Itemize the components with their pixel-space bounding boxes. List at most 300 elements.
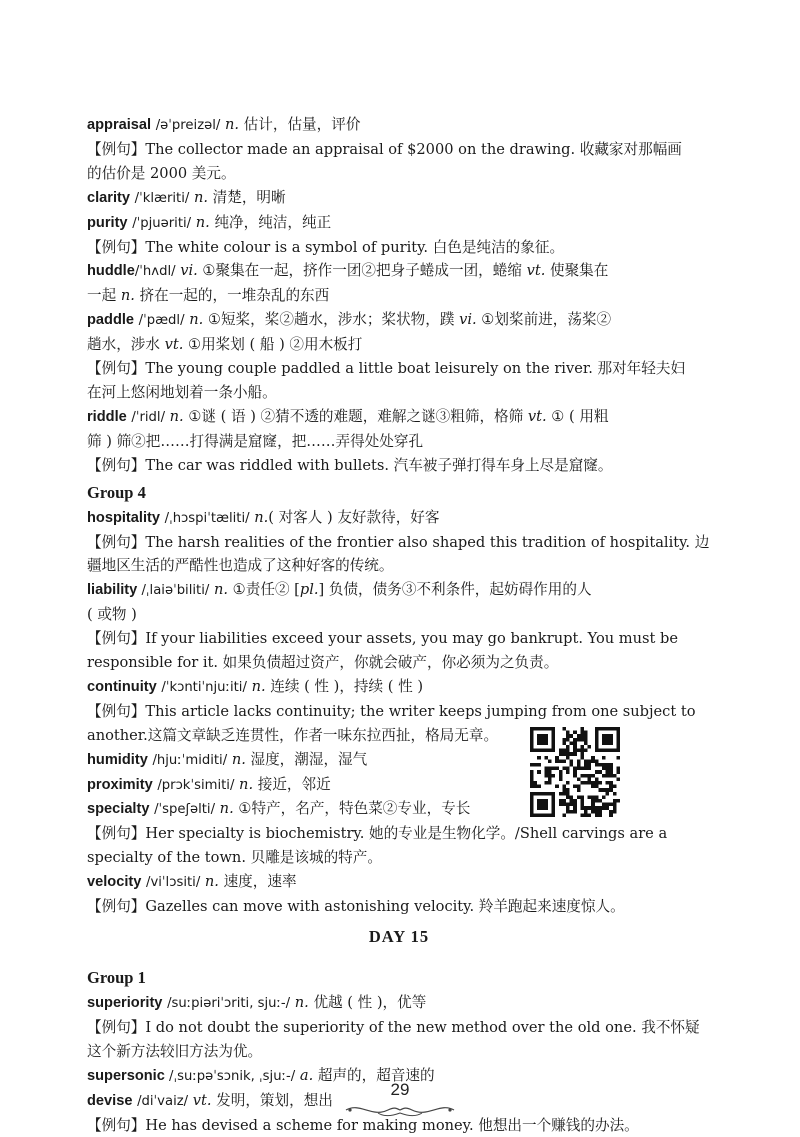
phonetic: /ˈridl/ [131,409,166,425]
qr-module [602,795,606,799]
qr-module [588,759,592,763]
definition: ①责任② [ [228,581,300,599]
qr-module [566,738,570,742]
example-line: 【例句】The white colour is a symbol of purity. 白色是纯洁的象征。 [87,238,565,256]
example-line: 【例句】The young couple paddled a little boat leisurely on the river. 那对年轻夫妇 [87,360,686,378]
qr-module [613,810,617,814]
qr-module [598,770,602,774]
qr-module [591,810,595,814]
headword: superiority [87,995,163,1011]
qr-module [584,731,588,735]
headword: riddle [87,408,127,425]
qr-code[interactable] [530,727,620,817]
qr-module [595,785,599,789]
qr-module [548,774,552,778]
qr-module [598,781,602,785]
qr-module [573,745,577,749]
qr-module [609,788,613,792]
entry-riddle [87,405,711,430]
qr-module [566,792,570,796]
qr-module [580,795,584,799]
qr-module [598,763,602,767]
qr-module [562,767,566,771]
qr-module [573,752,577,756]
qr-module [580,731,584,735]
qr-module [537,770,541,774]
qr-module [613,803,617,807]
part-of-speech: n. [169,407,184,425]
phonetic: /ˌhɔspiˈtæliti/ [164,510,250,526]
qr-module [562,738,566,742]
example-line: 这个新方法较旧方法为优。 [87,1042,263,1060]
qr-module [573,810,577,814]
qr-module [570,752,574,756]
qr-module [580,806,584,810]
qr-module [566,767,570,771]
qr-module [570,795,574,799]
qr-module [577,734,581,738]
qr-module [544,756,548,760]
qr-module [555,767,559,771]
definition-continuation: 筛 ) 筛②把……打得满是窟窿，把……弄得处处穿孔 [87,432,424,450]
qr-module [566,752,570,756]
qr-module [580,738,584,742]
qr-module [580,803,584,807]
qr-module [559,752,563,756]
qr-module [588,781,592,785]
qr-module [580,745,584,749]
qr-module [591,806,595,810]
qr-module [602,788,606,792]
qr-module [530,774,534,778]
qr-module [580,767,584,771]
part-of-speech: n. [120,287,135,305]
qr-module [555,756,559,760]
part-of-speech: vt. [526,262,546,280]
qr-module [609,810,613,814]
headword: devise [87,1092,133,1109]
qr-module [573,738,577,742]
day-heading: DAY 15 [368,927,430,946]
qr-module [602,806,606,810]
part-of-speech: vt. [192,1091,212,1109]
part-of-speech: a. [299,1066,314,1084]
qr-module [616,777,620,781]
qr-module [562,759,566,763]
headword: continuity [87,678,157,695]
qr-module [548,781,552,785]
qr-module [534,781,538,785]
part-of-speech: n. [189,311,204,329]
qr-module [580,781,584,785]
qr-module [577,785,581,789]
qr-module [530,763,534,767]
qr-module [530,770,534,774]
example-line: another.这篇文章缺乏连贯性，作者一味东拉西扯，格局无章。 [87,726,499,744]
qr-module [573,770,577,774]
qr-module [609,781,613,785]
example-line: 在河上悠闲地划着一条小船。 [87,383,277,401]
qr-module [616,767,620,771]
qr-module [559,792,563,796]
qr-module [613,774,617,778]
example-line: 【例句】Gazelles can move with astonishing velocity. 羚羊跑起来速度惊人。 [87,898,625,916]
qr-module [606,792,610,796]
qr-module [588,774,592,778]
entry-continuity [87,675,711,700]
entry-hospitality [87,506,711,531]
qr-module [616,799,620,803]
part-of-speech: n. [231,750,246,768]
qr-module [588,806,592,810]
qr-module [588,813,592,817]
definition: 速度，速率 [218,873,297,891]
qr-module [566,781,570,785]
qr-module [584,763,588,767]
entry-liability [87,578,711,603]
entry-clarity [87,186,711,211]
qr-module [537,763,541,767]
definition: ①划桨前进，荡桨② [476,311,612,329]
qr-module [595,759,599,763]
definition: 优越 ( 性 )，优等 [308,994,427,1011]
qr-module [548,759,552,763]
qr-module [580,749,584,753]
entry-huddle [87,259,711,284]
definition: 接近，邻近 [253,775,331,793]
definition: ① ( 用粗 [546,407,609,425]
definition: ] 负债，债务③不利条件，起妨碍作用的人 [318,581,592,599]
qr-module [530,781,534,785]
qr-module [584,759,588,763]
qr-module [577,795,581,799]
qr-module [584,806,588,810]
phonetic: /viˈlɔsiti/ [146,875,201,891]
qr-module [570,810,574,814]
qr-module [616,756,620,760]
qr-module [606,767,610,771]
qr-module [584,738,588,742]
phonetic: /ˈpædl/ [138,313,185,329]
definition: 挤在一起的，一堆杂乱的东西 [134,287,330,305]
headword: appraisal [87,117,152,133]
qr-module [566,756,570,760]
qr-module [588,795,592,799]
qr-module [598,813,602,817]
qr-module [566,734,570,738]
qr-module [595,763,599,767]
qr-module [595,799,599,803]
qr-module [577,763,581,767]
qr-module [591,781,595,785]
qr-module [606,806,610,810]
qr-module [613,785,617,789]
qr-module [573,799,577,803]
qr-module [566,788,570,792]
part-of-speech: n. [294,994,309,1011]
qr-module [562,785,566,789]
example-line: 【例句】This article lacks continuity; the writer keeps jumping from one subject to [87,702,696,720]
qr-module [577,749,581,753]
qr-module [552,774,556,778]
page-content [87,113,711,1137]
qr-module [602,763,606,767]
definition: 纯净，纯洁，纯正 [209,213,332,231]
qr-module [580,727,584,731]
qr-module [595,777,599,781]
qr-module [559,759,563,763]
part-of-speech: n. [254,508,269,526]
headword: purity [87,214,128,231]
phonetic: /ˈklæriti/ [134,190,190,206]
qr-module [580,799,584,803]
qr-module [584,813,588,817]
part-of-speech: n. [195,213,210,231]
qr-module [609,767,613,771]
qr-module [609,770,613,774]
qr-module [537,785,541,789]
qr-module [559,770,563,774]
part-of-speech: vt. [527,407,547,425]
headword: liability [87,582,138,599]
qr-module [602,756,606,760]
qr-module [584,741,588,745]
qr-module [595,806,599,810]
phonetic: /diˈvaiz/ [137,1093,189,1109]
qr-module [577,777,581,781]
definition: ①谜 ( 语 ) ②猜不透的难题，难解之谜③粗筛，格筛 [183,407,528,425]
qr-module [534,785,538,789]
qr-module [537,756,541,760]
qr-module [548,770,552,774]
headword: clarity [87,189,130,206]
qr-module [555,785,559,789]
qr-module [562,792,566,796]
qr-module [570,799,574,803]
qr-module [616,770,620,774]
qr-module [544,770,548,774]
qr-module [580,734,584,738]
group-heading: Group 4 [87,482,146,502]
example-line: 【例句】Her specialty is biochemistry. 她的专业是生物化学。/Shell carvings are a [87,825,668,843]
qr-module [595,810,599,814]
phonetic: /ˈpjuəriti/ [132,215,192,231]
qr-module [562,727,566,731]
definition: 超声的，超音速的 [313,1066,435,1084]
qr-module [559,774,563,778]
qr-module [595,770,599,774]
qr-module [606,774,610,778]
example-line: responsible for it. 如果负债超过资产，你就会破产，你必须为之负责。 [87,654,559,672]
qr-module [606,781,610,785]
qr-module [548,767,552,771]
qr-module [598,806,602,810]
definition: ( 对客人 ) 友好款待，好客 [268,508,440,526]
qr-module [573,731,577,735]
definition: 湿度，潮湿，湿气 [245,750,368,768]
entry-velocity [87,870,711,895]
qr-module [530,777,534,781]
qr-module [562,788,566,792]
ornament-flourish-icon [342,1100,458,1120]
headword: specialty [87,801,150,818]
example-line: 【例句】If your liabilities exceed your assets, you may go bankrupt. You must be [87,630,678,648]
qr-module [570,741,574,745]
definition-continuation [87,333,711,357]
qr-module [588,777,592,781]
qr-module [570,763,574,767]
qr-module [602,803,606,807]
entry-paddle [87,308,711,333]
qr-module [613,792,617,796]
part-of-speech: vi. [459,311,477,329]
qr-module [580,756,584,760]
qr-module [584,810,588,814]
qr-module [606,763,610,767]
qr-module [591,803,595,807]
qr-module [573,785,577,789]
qr-module [580,813,584,817]
definition: ①聚集在一起，挤作一团②把身子蜷成一团，蜷缩 [197,262,527,280]
qr-module [591,756,595,760]
definition: 发明，策划，想出 [211,1091,333,1109]
qr-module [548,777,552,781]
qr-module [602,774,606,778]
qr-module [566,731,570,735]
qr-module [570,759,574,763]
qr-module [613,799,617,803]
definition: 一起 [87,287,121,305]
qr-module [573,774,577,778]
headword: humidity [87,751,148,768]
phonetic: /prɔkˈsimiti/ [157,777,235,793]
definition: ①特产，名产，特色菜②专业，专长 [233,800,471,818]
qr-module [559,799,563,803]
qr-module [562,803,566,807]
example-line: 【例句】He has devised a scheme for making money. 他想出一个赚钱的办法。 [87,1116,639,1134]
definition: 使聚集在 [545,262,609,280]
qr-module [534,763,538,767]
qr-module [609,774,613,778]
phonetic: /ˈspeʃəlti/ [154,802,216,818]
qr-module [591,759,595,763]
qr-module [577,788,581,792]
qr-module [591,799,595,803]
qr-module [598,799,602,803]
definition: 趟水，涉水 [87,336,165,354]
entry-appraisal [87,113,711,138]
qr-module [591,795,595,799]
qr-module [573,767,577,771]
qr-module [602,767,606,771]
part-of-speech: vi. [180,262,198,280]
part-of-speech: n. [213,581,229,599]
qr-module [584,749,588,753]
definition: ①用桨划 ( 船 ) ②用木板打 [183,336,363,354]
qr-module [584,734,588,738]
definition-continuation [87,284,711,308]
entry-superiority [87,991,711,1016]
phonetic: /ˈhʌdl/ [134,264,176,280]
qr-module [573,806,577,810]
qr-module [598,810,602,814]
qr-module [573,749,577,753]
qr-module [588,767,592,771]
example-line: 【例句】The harsh realities of the frontier also shaped this tradition of hospitality. 边 [87,533,710,551]
example-line: 【例句】I do not doubt the superiority of the new method over the old one. 我不怀疑 [87,1018,700,1036]
qr-module [580,752,584,756]
qr-module [580,774,584,778]
qr-module [595,795,599,799]
phonetic: /suːpiəriˈɔriti, sjuː-/ [167,996,291,1011]
example-line: 【例句】The collector made an appraisal of $2000 on the drawing. 收藏家对那幅画 [87,140,682,158]
definition: 清楚，明晰 [208,188,286,206]
part-of-speech: n. [239,775,254,793]
qr-module [559,803,563,807]
definition: 估计，估量，评价 [239,116,361,133]
qr-module [559,777,563,781]
phonetic: /ˌlaiəˈbiliti/ [137,583,210,599]
qr-module [609,803,613,807]
qr-module [584,781,588,785]
part-of-speech: n. [193,188,209,206]
group-heading: Group 1 [87,968,146,987]
qr-module [544,774,548,778]
qr-module [566,803,570,807]
qr-module [588,745,592,749]
example-line: 疆地区生活的严酷性也造成了这种好客的传统。 [87,557,394,575]
qr-module [562,752,566,756]
qr-module [606,770,610,774]
phonetic: /əˈpreizəl/ [155,118,221,133]
qr-module [562,813,566,817]
qr-module [566,745,570,749]
headword: huddle [87,263,135,280]
qr-module [566,749,570,753]
definition: ①短桨，桨②趟水，涉水；桨状物，蹼 [203,311,460,329]
part-of-speech: n. [251,677,266,695]
qr-module [577,759,581,763]
part-of-speech: pl. [299,581,319,599]
page-number: 29 [390,1080,410,1099]
qr-module [566,806,570,810]
phonetic: /ˌsuːpəˈsɔnik, ˌsjuː-/ [164,1068,296,1084]
headword: paddle [87,312,135,329]
qr-module [609,813,613,817]
qr-module [570,734,574,738]
qr-module [577,738,581,742]
definition: 连续 ( 性 )，持续 ( 性 ) [265,677,424,695]
qr-module [573,741,577,745]
qr-module [544,767,548,771]
qr-module [566,795,570,799]
qr-module [609,763,613,767]
qr-module [559,749,563,753]
headword: supersonic [87,1067,165,1084]
example-line: specialty of the town. 贝雕是该城的特产。 [87,849,382,867]
entry-purity [87,211,711,236]
qr-module [562,741,566,745]
part-of-speech: n. [204,873,219,891]
qr-module [562,799,566,803]
qr-module [609,785,613,789]
headword: proximity [87,776,153,793]
qr-module [606,803,610,807]
part-of-speech: n. [224,116,240,133]
qr-module [566,810,570,814]
phonetic: /ˈkɔntiˈnjuːiti/ [161,679,247,695]
headword: hospitality [87,509,160,526]
